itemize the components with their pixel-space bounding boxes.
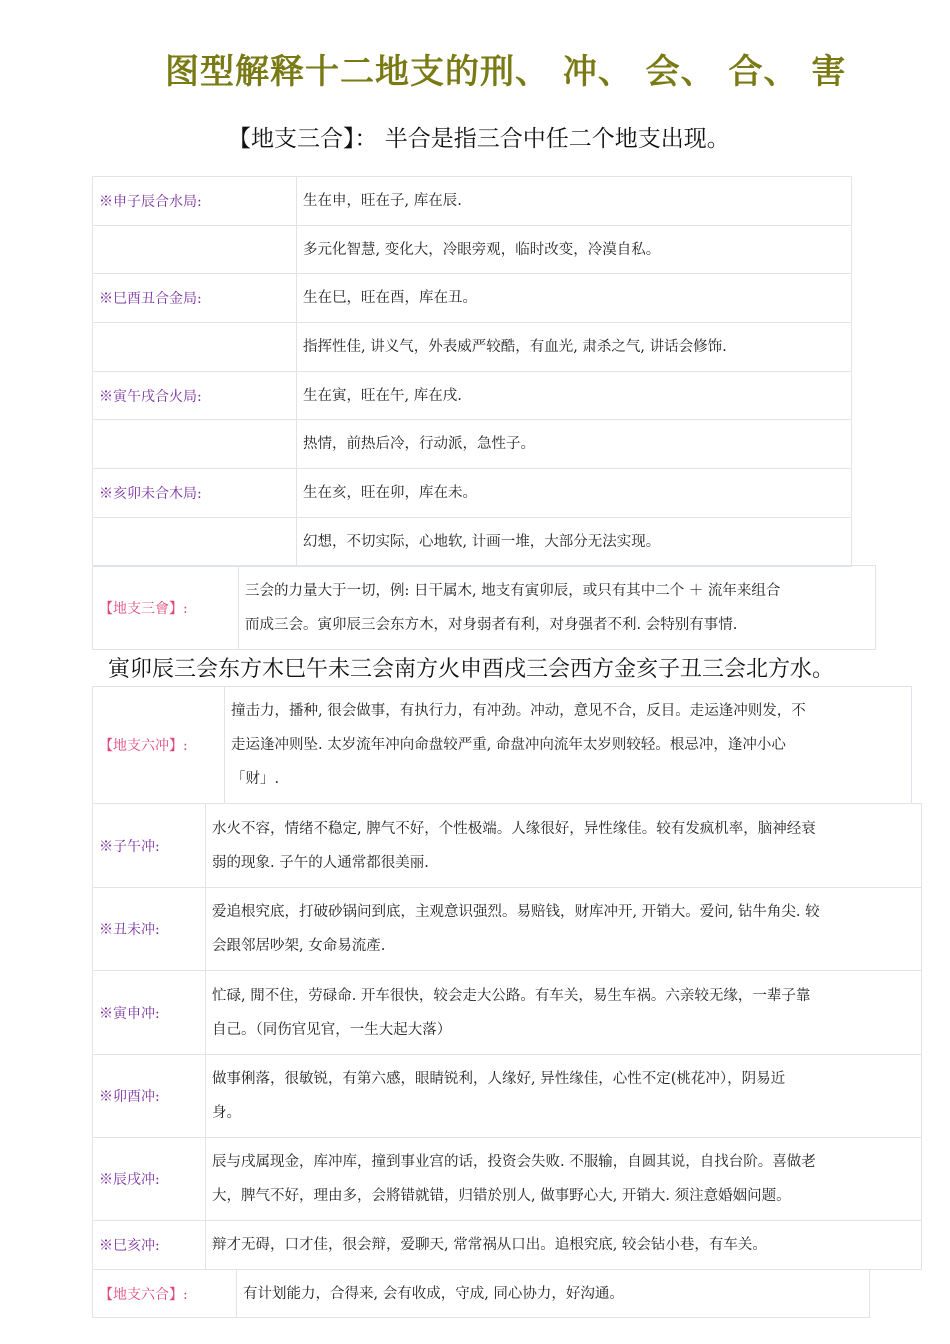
table-row: [93, 888, 922, 971]
table-row: [93, 517, 852, 566]
sanhui-summary: 寅卯辰三会东方木巳午未三会南方火申酉戌三会西方金亥子丑三会北方水。: [108, 657, 835, 682]
table-row: [93, 469, 852, 518]
chong-line: 身。: [212, 1105, 241, 1121]
chong-line: 做事俐落，很敏锐，有第六感，眼睛锐利，人缘好, 异性缘佳，心性不定(桃花冲），阴易近: [212, 1071, 786, 1087]
chong-key: ※子午冲:: [93, 804, 206, 888]
chong-line: 大，脾气不好，理由多，会將错就错，归错於別人, 做事野心大, 开销大. 须注意婚姻问题。: [212, 1188, 791, 1204]
sanhui-line: 而成三会。寅卯辰三会东方木，对身弱者有利，对身强者不利. 会特别有事情.: [245, 616, 738, 633]
sanhe-key: ※申子辰合水局:: [93, 177, 297, 226]
table-row: [93, 1138, 922, 1221]
table-row: [93, 177, 852, 226]
table-row: [93, 323, 852, 372]
sanhe-value: 生在寅，旺在午, 库在戌.: [297, 371, 852, 420]
chong-line: 爱追根究底，打破砂锅问到底，主观意识强烈。易赔钱，财库冲开, 开销大。爱问, 钻牛角尖. 较: [212, 904, 820, 920]
chong-line: 辩才无碍，口才佳，很会辩，爱聊天, 常常祸从口出。追根究底, 较会钻小巷，有车关。: [212, 1237, 767, 1253]
sanhe-desc: 指挥性佳, 讲义气，外表威严较酷，有血光, 肃杀之气, 讲话会修饰.: [297, 323, 852, 372]
sanhe-key: ※亥卯未合木局:: [93, 469, 297, 518]
sanhe-key: ※寅午戌合火局:: [93, 371, 297, 420]
sanhe-desc: 热情，前热后冷，行动派，急性子。: [297, 420, 852, 469]
chong-line: 辰与戌属现金，库冲库，撞到事业宫的话，投资会失败. 不服输，自圆其说，自找台阶。喜做老: [212, 1154, 816, 1170]
liuhe-line: 有计划能力，合得来, 会有收成，守成, 同心协力，好沟通。: [243, 1285, 624, 1302]
sanhe-value: 生在巳，旺在酉，库在丑。: [297, 274, 852, 323]
table-row: [93, 804, 922, 888]
chong-line: 会跟邻居吵架, 女命易流產.: [212, 938, 386, 954]
chong-line: 忙碌, 閒不住，劳碌命. 开车很快，较会走大公路。有车关，易生车祸。六亲较无缘，一辈子靠: [212, 987, 811, 1004]
table-row: [93, 971, 922, 1055]
table-row: [93, 225, 852, 274]
liuchong-line: 撞击力，播种, 很会做事，有执行力，有冲劲。冲动，意见不合，反目。走运逢冲则发，不: [231, 703, 806, 719]
table-row: [93, 420, 852, 469]
sanhui-table: [92, 565, 876, 650]
sanhe-table: [92, 176, 852, 567]
sanhe-desc: 多元化智慧, 变化大，冷眼旁观，临时改变，冷漠自私。: [297, 225, 852, 274]
chong-key: ※卯酉冲:: [93, 1055, 206, 1138]
chong-line: 自己。（同伤官见官，一生大起大落）: [212, 1021, 452, 1038]
table-row: [93, 274, 852, 323]
page-title: 图型解释十二地支的刑、 冲、 会、 合、 害: [165, 52, 847, 92]
table-row: [93, 371, 852, 420]
sanhe-desc: 幻想，不切实际，心地软, 计画一堆，大部分无法实现。: [297, 517, 852, 566]
sanhe-value: 生在申，旺在子, 库在辰.: [297, 177, 852, 226]
chong-key: ※辰戌冲:: [93, 1138, 206, 1221]
liuhe-table: [92, 1269, 870, 1318]
sanhui-key: 【地支三會】:: [93, 566, 239, 650]
chong-key: ※寅申冲:: [93, 971, 206, 1055]
liuchong-line: 走运逢冲则坠. 太岁流年冲向命盘较严重, 命盘冲向流年太岁则较轻。根忌冲，逢冲小心: [231, 737, 786, 753]
liuchong-table: [92, 686, 912, 804]
table-row: [93, 1055, 922, 1138]
chong-key: ※丑未冲:: [93, 888, 206, 971]
sanhe-value: 生在亥，旺在卯，库在未。: [297, 469, 852, 518]
liuchong-line: 「财」.: [231, 771, 280, 787]
sanhui-line: 三会的力量大于一切，例: 日干属木, 地支有寅卯辰，或只有其中二个 ＋ 流年来组合: [245, 582, 781, 599]
section-subtitle-sanhe: 【地支三合】： 半合是指三合中任二个地支出现。: [228, 126, 730, 152]
table-row: [93, 566, 876, 650]
table-row: [93, 1221, 922, 1270]
sanhe-key: ※巳酉丑合金局:: [93, 274, 297, 323]
chong-table: [92, 803, 922, 1270]
liuhe-key: 【地支六合】:: [93, 1270, 237, 1318]
chong-key: ※巳亥冲:: [93, 1221, 206, 1270]
liuchong-key: 【地支六冲】:: [93, 687, 225, 804]
table-row: [93, 687, 912, 804]
table-row: [93, 1270, 870, 1318]
chong-line: 弱的现象. 子午的人通常都很美丽.: [212, 854, 429, 871]
chong-line: 水火不容，情绪不稳定, 脾气不好，个性极端。人缘很好，异性缘佳。较有发疯机率，脑神经衰: [212, 820, 816, 837]
